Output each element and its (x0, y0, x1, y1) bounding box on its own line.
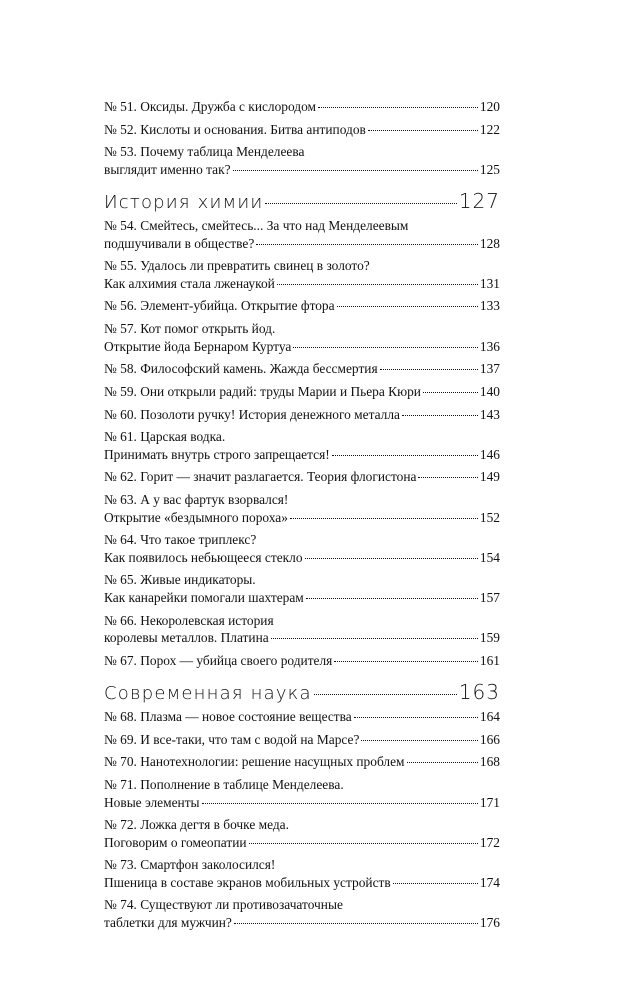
entry-final-line (104, 297, 500, 314)
entry-title-line: Пшеница в составе экранов мобильных устройств (104, 874, 391, 890)
entry-final-line (104, 161, 500, 178)
page-number: 164 (479, 709, 500, 725)
toc-entry[interactable] (104, 406, 500, 423)
entry-final-line (104, 468, 500, 485)
page-number: 137 (479, 361, 500, 377)
toc-entry[interactable] (104, 856, 500, 891)
entry-title-line: № 68. Плазма — новое состояние вещества (104, 709, 352, 725)
entry-final-line (104, 275, 500, 292)
entry-title-line: № 51. Оксиды. Дружба с кислородом (104, 99, 317, 114)
dot-leader (234, 923, 478, 924)
section-page-number: 127 (458, 189, 500, 214)
entry-title-line: подшучивали в обществе? (104, 235, 255, 251)
page-number: 133 (479, 298, 500, 314)
entry-final-line (104, 406, 500, 423)
entry-final-line (104, 509, 500, 526)
section-page-number: 163 (458, 680, 500, 705)
toc-entry[interactable] (104, 491, 500, 526)
entry-title-line: № 54. Смейтесь, смейтесь... За что над Менделеевым (104, 218, 409, 234)
entry-title-line: № 67. Порох — убийца своего родителя (104, 652, 333, 668)
entry-final-line (104, 834, 500, 851)
dot-leader (271, 638, 478, 639)
dot-leader (256, 244, 478, 245)
entry-title-line: выглядит именно так? (104, 161, 231, 177)
entry-title-line: № 70. Нанотехнологии: решение насущных проблем (104, 754, 405, 770)
entry-title-line: № 66. Некоролевская история (104, 612, 274, 628)
entry-title-line: Как канарейки помогали шахтерам (104, 589, 304, 605)
entry-title-line: Как алхимия стала лженаукой (104, 275, 275, 291)
entry-title-line: Как появилось небьющееся стекло (104, 549, 303, 565)
dot-leader (332, 455, 478, 456)
page-number: 176 (479, 914, 500, 930)
section-heading (104, 681, 500, 705)
dot-leader (305, 558, 478, 559)
toc-entry[interactable] (104, 531, 500, 566)
toc-entry[interactable] (104, 776, 500, 811)
entry-final-line (104, 360, 500, 377)
page-number: 143 (479, 406, 500, 422)
dot-leader (233, 170, 478, 171)
entry-final-line (104, 794, 500, 811)
toc-entry[interactable] (104, 383, 500, 400)
toc-entry[interactable] (104, 708, 500, 725)
entry-title-line: Принимать внутрь строго запрещается! (104, 446, 330, 462)
entry-title-line: № 59. Они открыли радий: труды Марии и Пьера Кюри (104, 383, 421, 399)
toc-entry[interactable] (104, 217, 500, 252)
toc-entry[interactable] (104, 652, 500, 669)
entry-title-line: № 52. Кислоты и основания. Битва антиподов (104, 121, 366, 137)
dot-leader (314, 694, 457, 695)
dot-leader (318, 107, 478, 108)
entry-title-line: № 74. Существуют ли противозачаточные (104, 897, 343, 913)
entry-title-line: № 69. И все-таки, что там с водой на Марсе? (104, 731, 360, 747)
entry-final-line (104, 629, 500, 646)
dot-leader (393, 883, 478, 884)
table-of-contents (104, 98, 500, 937)
page-number: 174 (479, 874, 500, 890)
page-number: 154 (479, 549, 500, 565)
page-number: 161 (479, 652, 500, 668)
entry-final-line (104, 235, 500, 252)
entry-title-line: № 61. Царская водка. (104, 429, 226, 445)
entry-final-line (104, 914, 500, 931)
page-number: 166 (479, 731, 500, 747)
entry-title-line: № 71. Пополнение в таблице Менделеева. (104, 777, 344, 793)
page-number: 140 (479, 383, 500, 399)
toc-entry[interactable] (104, 571, 500, 606)
dot-leader (293, 347, 478, 348)
toc-entry[interactable] (104, 257, 500, 292)
dot-leader (361, 740, 478, 741)
entry-final-line (104, 731, 500, 748)
entry-final-line (104, 652, 500, 669)
entry-title-line: № 53. Почему таблица Менделеева (104, 144, 305, 160)
entry-final-line (104, 589, 500, 606)
entry-title-line: № 58. Философский камень. Жажда бессмертия (104, 361, 378, 377)
page-number: 120 (479, 99, 500, 114)
section-heading (104, 190, 500, 214)
dot-leader (249, 843, 478, 844)
dot-leader (354, 717, 478, 718)
page-number: 149 (479, 469, 500, 485)
entry-title-line: № 62. Горит — значит разлагается. Теория флогистона (104, 469, 417, 485)
entry-title-line: Открытие йода Бернаром Куртуа (104, 338, 292, 354)
entry-final-line (104, 98, 500, 115)
entry-title-line: № 60. Позолоти ручку! История денежного металла (104, 406, 400, 422)
dot-leader (380, 369, 478, 370)
page-number: 125 (479, 161, 500, 177)
toc-entry[interactable] (104, 360, 500, 377)
dot-leader (402, 415, 478, 416)
entry-title-line: королевы металлов. Платина (104, 629, 269, 645)
toc-entry[interactable] (104, 428, 500, 463)
entry-title-line: Поговорим о гомеопатии (104, 834, 247, 850)
entry-title-line: Новые элементы (104, 794, 200, 810)
entry-title-line: таблетки для мужчин? (104, 914, 232, 930)
entry-final-line (104, 753, 500, 770)
section-title: Современная наука (104, 683, 312, 705)
entry-final-line (104, 338, 500, 355)
dot-leader (368, 130, 478, 131)
dot-leader (418, 477, 477, 478)
entry-title-line: № 65. Живые индикаторы. (104, 572, 256, 588)
toc-entry[interactable] (104, 468, 500, 485)
page-number: 122 (479, 121, 500, 137)
entry-final-line (104, 121, 500, 138)
entry-title-line: № 57. Кот помог открыть йод. (104, 321, 276, 337)
entry-title-line: № 63. А у вас фартук взорвался! (104, 492, 289, 508)
toc-entry[interactable] (104, 612, 500, 647)
toc-entry[interactable] (104, 98, 500, 115)
toc-entry[interactable] (104, 121, 500, 138)
entry-final-line (104, 549, 500, 566)
toc-entry[interactable] (104, 320, 500, 355)
entry-title-line: № 72. Ложка дегтя в бочке меда. (104, 817, 289, 833)
toc-entry[interactable] (104, 731, 500, 748)
entry-final-line (104, 874, 500, 891)
dot-leader (265, 203, 456, 204)
dot-leader (334, 661, 478, 662)
page-number: 157 (479, 589, 500, 605)
toc-entry[interactable] (104, 816, 500, 851)
entry-title-line: № 55. Удалось ли превратить свинец в золото? (104, 258, 370, 274)
page-number: 172 (479, 834, 500, 850)
page-number: 136 (479, 338, 500, 354)
entry-title-line: № 64. Что такое триплекс? (104, 532, 257, 548)
page-number: 128 (479, 235, 500, 251)
entry-title-line: № 73. Смартфон заколосился! (104, 857, 276, 873)
dot-leader (290, 518, 478, 519)
dot-leader (423, 392, 478, 393)
toc-entry[interactable] (104, 143, 500, 178)
dot-leader (306, 598, 478, 599)
entry-final-line (104, 446, 500, 463)
toc-entry[interactable] (104, 896, 500, 931)
toc-entry[interactable] (104, 753, 500, 770)
section-title: История химии (104, 192, 264, 214)
page-number: 152 (479, 509, 500, 525)
entry-title-line: Открытие «бездымного пороха» (104, 509, 288, 525)
toc-entry[interactable] (104, 297, 500, 314)
entry-title-line: № 56. Элемент-убийца. Открытие фтора (104, 298, 335, 314)
page-number: 159 (479, 629, 500, 645)
dot-leader (337, 306, 478, 307)
dot-leader (202, 803, 478, 804)
page-number: 171 (479, 794, 500, 810)
page-number: 146 (479, 446, 500, 462)
dot-leader (277, 284, 478, 285)
page-number: 168 (479, 754, 500, 770)
page-number: 131 (479, 275, 500, 291)
entry-final-line (104, 383, 500, 400)
dot-leader (407, 762, 478, 763)
entry-final-line (104, 708, 500, 725)
